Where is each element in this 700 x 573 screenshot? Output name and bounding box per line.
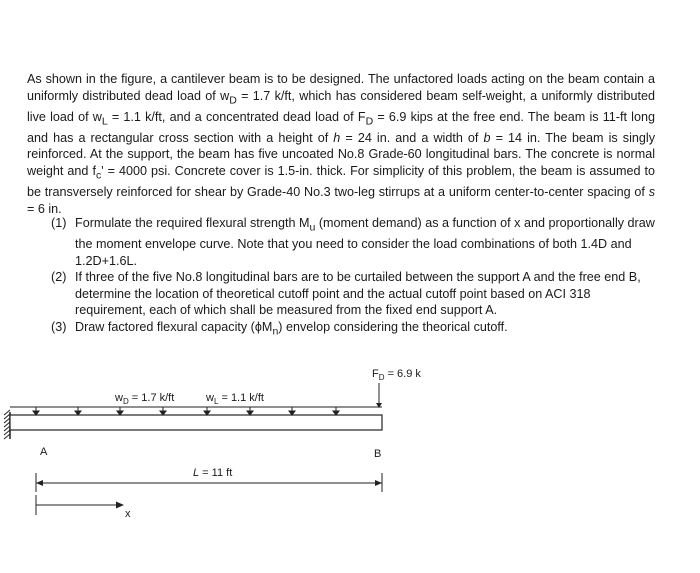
question-item: [51, 319, 655, 340]
question-item: [51, 269, 655, 319]
problem-statement: [27, 71, 655, 217]
question-text: Draw factored flexural capacity $(\phi M_n)$ envelop considering the theorical cutoff.: [75, 320, 508, 338]
length-label: L = 11 ft: [193, 467, 233, 479]
point-load-label: $F_D = 6.9$ k: [372, 368, 421, 382]
question-number: (1): [51, 216, 67, 230]
distributed-load-arrows: [33, 407, 339, 415]
question-number: (2): [51, 270, 67, 285]
x-axis-arrowhead: [116, 502, 124, 509]
question-text: If three of the five No.8 longitudinal bars are to be curtailed between the support A and the free end B, determine the location of theoretical cutoff point and the actual cutoff point based on ACI 318 requirement, each of which shall be measured from the fixed end support A.: [75, 270, 641, 318]
question-list: [51, 215, 655, 340]
cantilever-beam-figure: [0, 355, 700, 573]
problem-paragraph: As shown in the figure, a cantilever beam is to be designed. The unfactored loads acting on the beam contain a uniformly distributed dead load of $w_D = 1.7$ k/ft, which has considered beam self-weight, a uniformly distributed live load of $w_L = 1.1$ k/ft, and a concentrated dead load of $F_D = 6.9$ kips at the free end. The beam is 11-ft long and has a rectangular cross section with a height of h = 24 in. and a width of b = 14 in. The beam is singly reinforced. At the support, the beam has five uncoated No.8 Grade-60 longitudinal bars. The concrete is normal weight and $f_c' = 4000$ psi. Concrete cover is 1.5-in. thick. For simplicity of this problem, the beam is assumed to be transversely reinforced for shear by Grade-40 No.3 two-leg stirrups at a uniform center-to-center spacing of s = 6 in.: [27, 72, 655, 216]
dead-load-label: $w_D = 1.7$ k/ft: [115, 392, 175, 406]
question-text: Formulate the required flexural strength $M_u$ (moment demand) as a function of x and proportionally draw the moment envelope curve. Note that you need to consider the load combinations of both 1.4D and 1.2D+1.6L.: [75, 216, 655, 268]
question-item: [51, 215, 655, 269]
support-a-label: A: [40, 446, 48, 458]
live-load-label: $w_L = 1.1$ k/ft: [206, 392, 264, 406]
dimension-arrow-right: [375, 480, 382, 486]
fixed-support-hatch: [4, 410, 10, 439]
question-number: (3): [51, 320, 67, 335]
beam: [10, 415, 382, 430]
dimension-arrow-left: [36, 480, 43, 486]
x-label: x: [125, 508, 131, 520]
end-b-label: B: [374, 448, 382, 460]
